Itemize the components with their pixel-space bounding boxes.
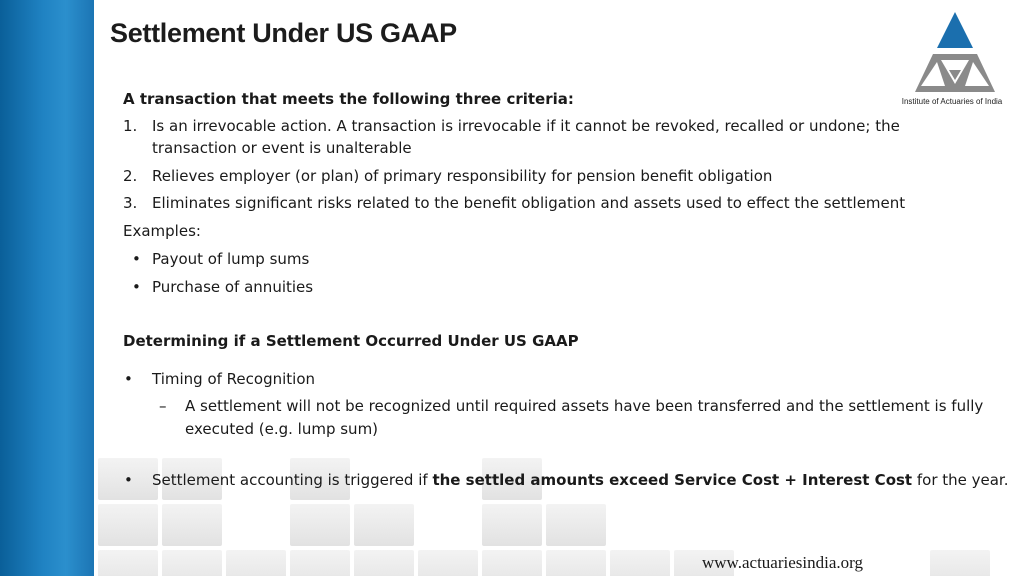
- bullet-icon: •: [132, 278, 141, 296]
- timing-label: Timing of Recognition: [152, 370, 316, 388]
- example-item-2: Purchase of annuities: [152, 278, 314, 296]
- example-item-1: Payout of lump sums: [152, 250, 310, 268]
- trigger-prefix: Settlement accounting is triggered if: [152, 471, 433, 489]
- slide-title: Settlement Under US GAAP: [110, 18, 457, 48]
- criteria-heading: A transaction that meets the following three criteria:: [123, 90, 574, 108]
- trigger-statement: [152, 469, 1009, 491]
- criteria-item-1-cont: transaction or event is unalterable: [152, 139, 412, 157]
- timing-detail-cont: executed (e.g. lump sum): [185, 420, 379, 438]
- criteria-item-3: Eliminates significant risks related to the benefit obligation and assets used to effect the settlement: [152, 194, 906, 212]
- trigger-emphasis: the settled amounts exceed Service Cost + Interest Cost: [432, 471, 913, 489]
- bullet-icon: •: [124, 471, 133, 489]
- list-number: 2.: [123, 167, 138, 185]
- list-number: 3.: [123, 194, 138, 212]
- decorative-tile-pattern: [94, 448, 1024, 576]
- timing-detail: A settlement will not be recognized until required assets have been transferred and the settlement is fully: [185, 397, 984, 415]
- determining-heading: Determining if a Settlement Occurred Under US GAAP: [123, 332, 579, 350]
- list-number: 1.: [123, 117, 138, 135]
- bullet-icon: •: [132, 250, 141, 268]
- trigger-suffix: for the year.: [912, 471, 1009, 489]
- dash-icon: –: [159, 397, 167, 415]
- criteria-item-2: Relieves employer (or plan) of primary responsibility for pension benefit obligation: [152, 167, 773, 185]
- logo-caption: Institute of Actuaries of India: [901, 97, 1003, 106]
- criteria-item-1: Is an irrevocable action. A transaction is irrevocable if it cannot be revoked, recalled or undone; the: [152, 117, 900, 135]
- institute-logo: [903, 10, 1007, 110]
- bullet-icon: •: [124, 370, 133, 388]
- footer-url: www.actuariesindia.org: [702, 553, 863, 572]
- sidebar-accent: [0, 0, 94, 576]
- examples-label: Examples:: [123, 222, 201, 240]
